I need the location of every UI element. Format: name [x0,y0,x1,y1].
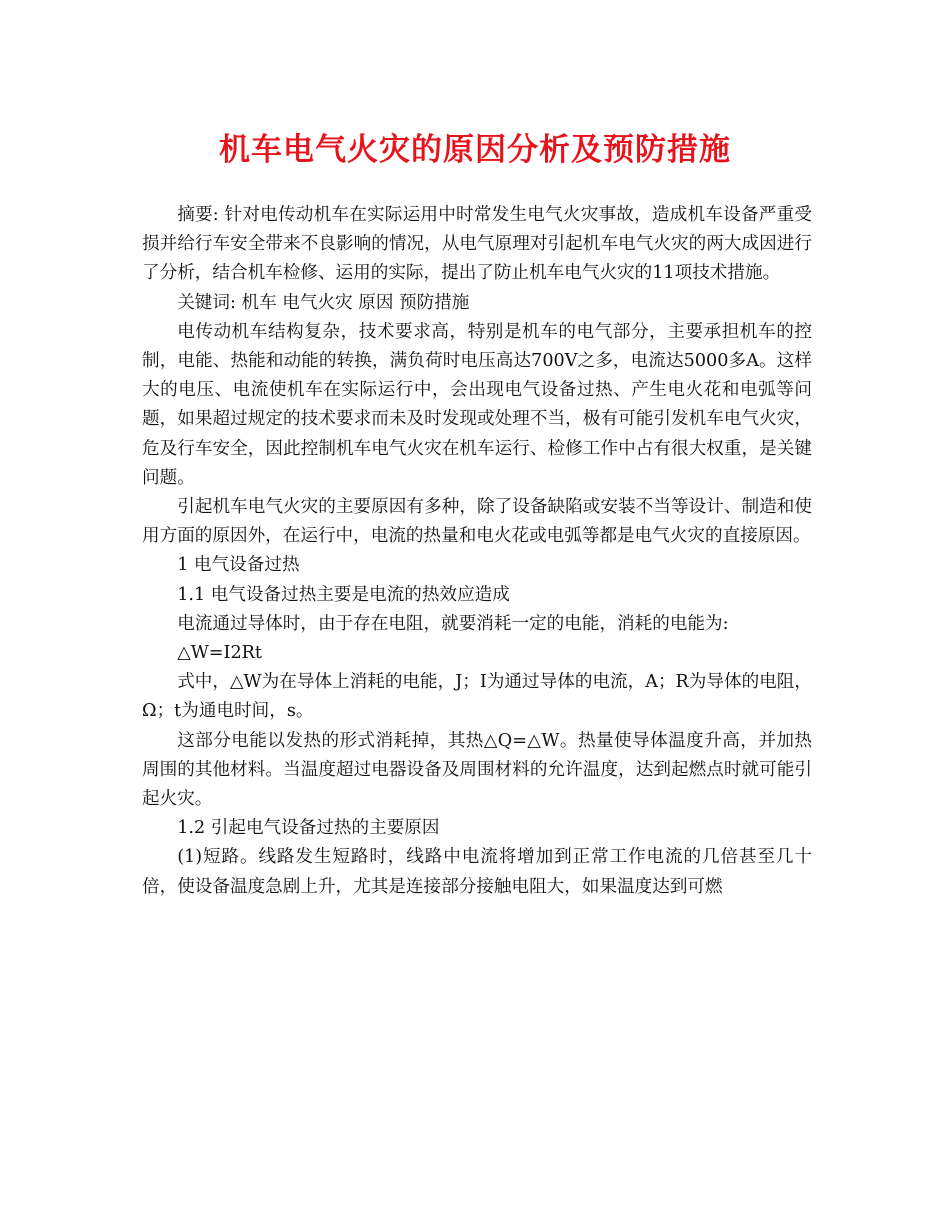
formula: △W=I2Rt [177,643,263,664]
body-paragraph: (1)短路。线路发生短路时，线路中电流将增加到正常工作电流的几倍甚至几十倍，使设备温度急剧上升，尤其是连接部分接触电阻大，如果温度达到可燃 [142,847,812,897]
body-paragraph: 式中，△W为在导体上消耗的电能，J；I为通过导体的电流，A；R为导体的电阻，Ω；t为通电时间，s。 [142,672,812,722]
keywords-paragraph: 关键词: 机车 电气火灾 原因 预防措施 [177,292,470,313]
document-body [142,201,812,902]
body-paragraph: 引起机车电气火灾的主要原因有多种，除了设备缺陷或安装不当等设计、制造和使用方面的原因外，在运行中，电流的热量和电火花或电弧等都是电气火灾的直接原因。 [142,497,812,547]
body-paragraph: 电流通过导体时，由于存在电阻，就要消耗一定的电能，消耗的电能为: [177,613,729,634]
body-paragraph: 电传动机车结构复杂，技术要求高，特别是机车的电气部分，主要承担机车的控制，电能、热能和动能的转换，满负荷时电压高达700V之多，电流达5000多A。这样大的电压、电流使机车在实际运行中，会出现电气设备过热、产生电火花和电弧等问题，如果超过规定的技术要求而未及时发现或处理不当，极有可能引发机车电气火灾，危及行车安全，因此控制机车电气火灾在机车运行、检修工作中占有很大权重，是关键问题。 [142,321,812,488]
document-title: 机车电气火灾的原因分析及预防措施 [219,132,731,168]
subsection-heading: 1.1 电气设备过热主要是电流的热效应造成 [177,584,510,605]
body-paragraph: 这部分电能以发热的形式消耗掉，其热△Q=△W。热量使导体温度升高，并加热周围的其他材料。当温度超过电器设备及周围材料的允许温度，达到起燃点时就可能引起火灾。 [142,730,812,810]
abstract-paragraph: 摘要: 针对电传动机车在实际运用中时常发生电气火灾事故，造成机车设备严重受损并给行车安全带来不良影响的情况，从电气原理对引起机车电气火灾的两大成因进行了分析，结合机车检修、运用的实际，提出了防止机车电气火灾的11项技术措施。 [142,205,812,284]
subsection-heading: 1.2 引起电气设备过热的主要原因 [177,818,440,839]
section-heading: 1 电气设备过热 [177,555,300,576]
